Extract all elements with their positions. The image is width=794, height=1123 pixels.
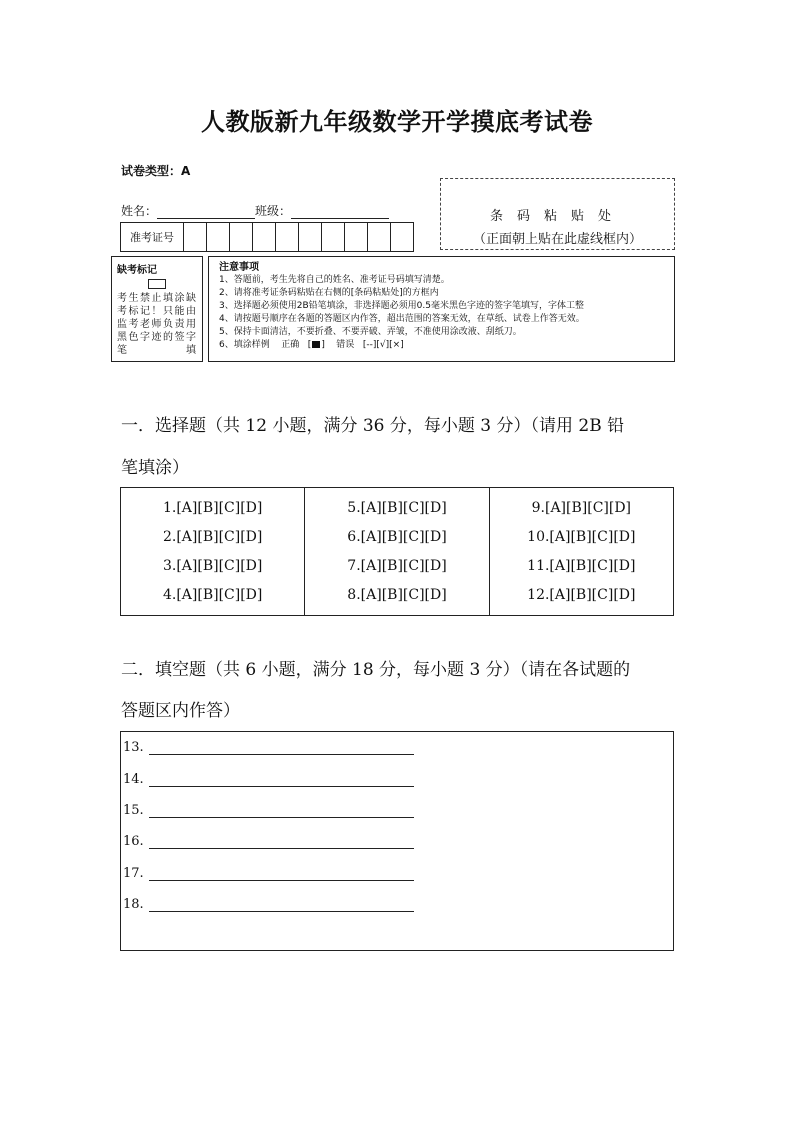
note-item: 1、答题前，考生先将自己的姓名、准考证号码填写清楚。 (219, 275, 450, 285)
absent-mark-box (111, 256, 203, 362)
absent-title: 缺考标记 (117, 265, 157, 276)
absent-text: 考生禁止填涂缺考标记！只能由监考老师负责用黑色字迹的签字笔填 (117, 293, 197, 356)
page-title: 人教版新九年级数学开学摸底考试卷 (201, 107, 593, 136)
choice-item[interactable]: 4.[A][B][C][D] (162, 586, 263, 603)
class-label: 班级： (255, 204, 292, 218)
correct-open: [ (307, 340, 312, 350)
fill-row (123, 866, 414, 881)
choice-item[interactable]: 6.[A][B][C][D] (347, 529, 447, 546)
exam-id-cell[interactable] (230, 223, 253, 251)
fill-row (123, 803, 414, 818)
choice-answer-table (120, 487, 674, 616)
answer-line[interactable] (149, 740, 414, 755)
exam-id-cell[interactable] (322, 223, 345, 251)
exam-id-grid (120, 222, 414, 252)
paper-type: 试卷类型：A (121, 164, 191, 178)
section2-heading-cont: 答题区内作答） (121, 701, 240, 721)
answer-line[interactable] (149, 866, 414, 881)
wrong-label: 错误 (336, 340, 355, 350)
exam-id-cell[interactable] (345, 223, 368, 251)
class-field[interactable] (291, 206, 389, 219)
answer-line[interactable] (149, 897, 414, 912)
exam-id-cell[interactable] (299, 223, 322, 251)
choice-column (121, 488, 305, 615)
exam-id-cell[interactable] (184, 223, 207, 251)
answer-line[interactable] (149, 772, 414, 787)
notes-title: 注意事项 (219, 262, 259, 273)
filled-square-icon (312, 341, 320, 348)
correct-close: ] (321, 340, 325, 350)
exam-id-label: 准考证号 (121, 223, 184, 251)
fill-number: 13. (123, 740, 144, 755)
choice-item[interactable]: 7.[A][B][C][D] (347, 557, 447, 574)
absent-checkbox[interactable] (148, 279, 166, 289)
choice-item[interactable]: 8.[A][B][C][D] (347, 586, 447, 603)
fill-answer-box (120, 731, 674, 951)
choice-column (305, 488, 489, 615)
barcode-subtitle: （正面朝上贴在此虚线框内） (472, 232, 642, 247)
choice-item[interactable]: 12.[A][B][C][D] (527, 586, 636, 603)
section1-heading: 一．选择题（共 12 小题，满分 36 分，每小题 3 分）（请用 2B 铅 (121, 416, 625, 436)
fill-number: 16. (123, 834, 144, 849)
exam-id-cell[interactable] (253, 223, 276, 251)
choice-item[interactable]: 2.[A][B][C][D] (162, 529, 263, 546)
correct-label: 正确 (281, 340, 300, 350)
wrong-marks: [--][√][×] (362, 340, 404, 350)
section2-heading: 二．填空题（共 6 小题，满分 18 分，每小题 3 分）（请在各试题的 (121, 660, 631, 680)
note-sample (219, 339, 664, 352)
exam-id-cell[interactable] (391, 223, 413, 251)
exam-id-cell[interactable] (207, 223, 230, 251)
note-item: 4、请按题号顺序在各题的答题区内作答，超出范围的答案无效，在草纸、试卷上作答无效。 (219, 314, 585, 324)
choice-item[interactable]: 9.[A][B][C][D] (531, 500, 632, 517)
answer-line[interactable] (149, 803, 414, 818)
choice-item[interactable]: 11.[A][B][C][D] (527, 557, 636, 574)
fill-row (123, 740, 414, 755)
barcode-area (440, 178, 675, 250)
choice-column (490, 488, 673, 615)
section1-heading-cont: 笔填涂） (121, 458, 189, 478)
exam-id-cell[interactable] (276, 223, 299, 251)
fill-number: 18. (123, 897, 144, 912)
choice-item[interactable]: 10.[A][B][C][D] (527, 529, 636, 546)
fill-row (123, 834, 414, 849)
sample-label: 6、填涂样例 (219, 340, 270, 350)
note-item: 3、选择题必须使用2B铅笔填涂，非选择题必须用0.5毫米黑色字迹的签字笔填写，字体工整 (219, 301, 584, 311)
choice-item[interactable]: 5.[A][B][C][D] (347, 500, 447, 517)
fill-row (123, 772, 414, 787)
exam-id-cell[interactable] (368, 223, 391, 251)
fill-number: 14. (123, 772, 144, 787)
choice-item[interactable]: 3.[A][B][C][D] (162, 557, 263, 574)
note-item: 5、保持卡面清洁，不要折叠、不要弄破、弄皱，不准使用涂改液、刮纸刀。 (219, 327, 522, 337)
answer-line[interactable] (149, 834, 414, 849)
note-item: 2、请将准考证条码粘贴在右侧的[条码粘贴处]的方框内 (219, 288, 439, 298)
fill-number: 15. (123, 803, 144, 818)
barcode-title: 条码粘贴处 (489, 209, 625, 224)
fill-row (123, 897, 414, 912)
name-field[interactable] (157, 206, 255, 219)
name-label: 姓名： (121, 204, 158, 218)
fill-number: 17. (123, 866, 144, 881)
choice-item[interactable]: 1.[A][B][C][D] (162, 500, 263, 517)
notes-box (208, 256, 675, 362)
name-class-row (121, 202, 389, 219)
